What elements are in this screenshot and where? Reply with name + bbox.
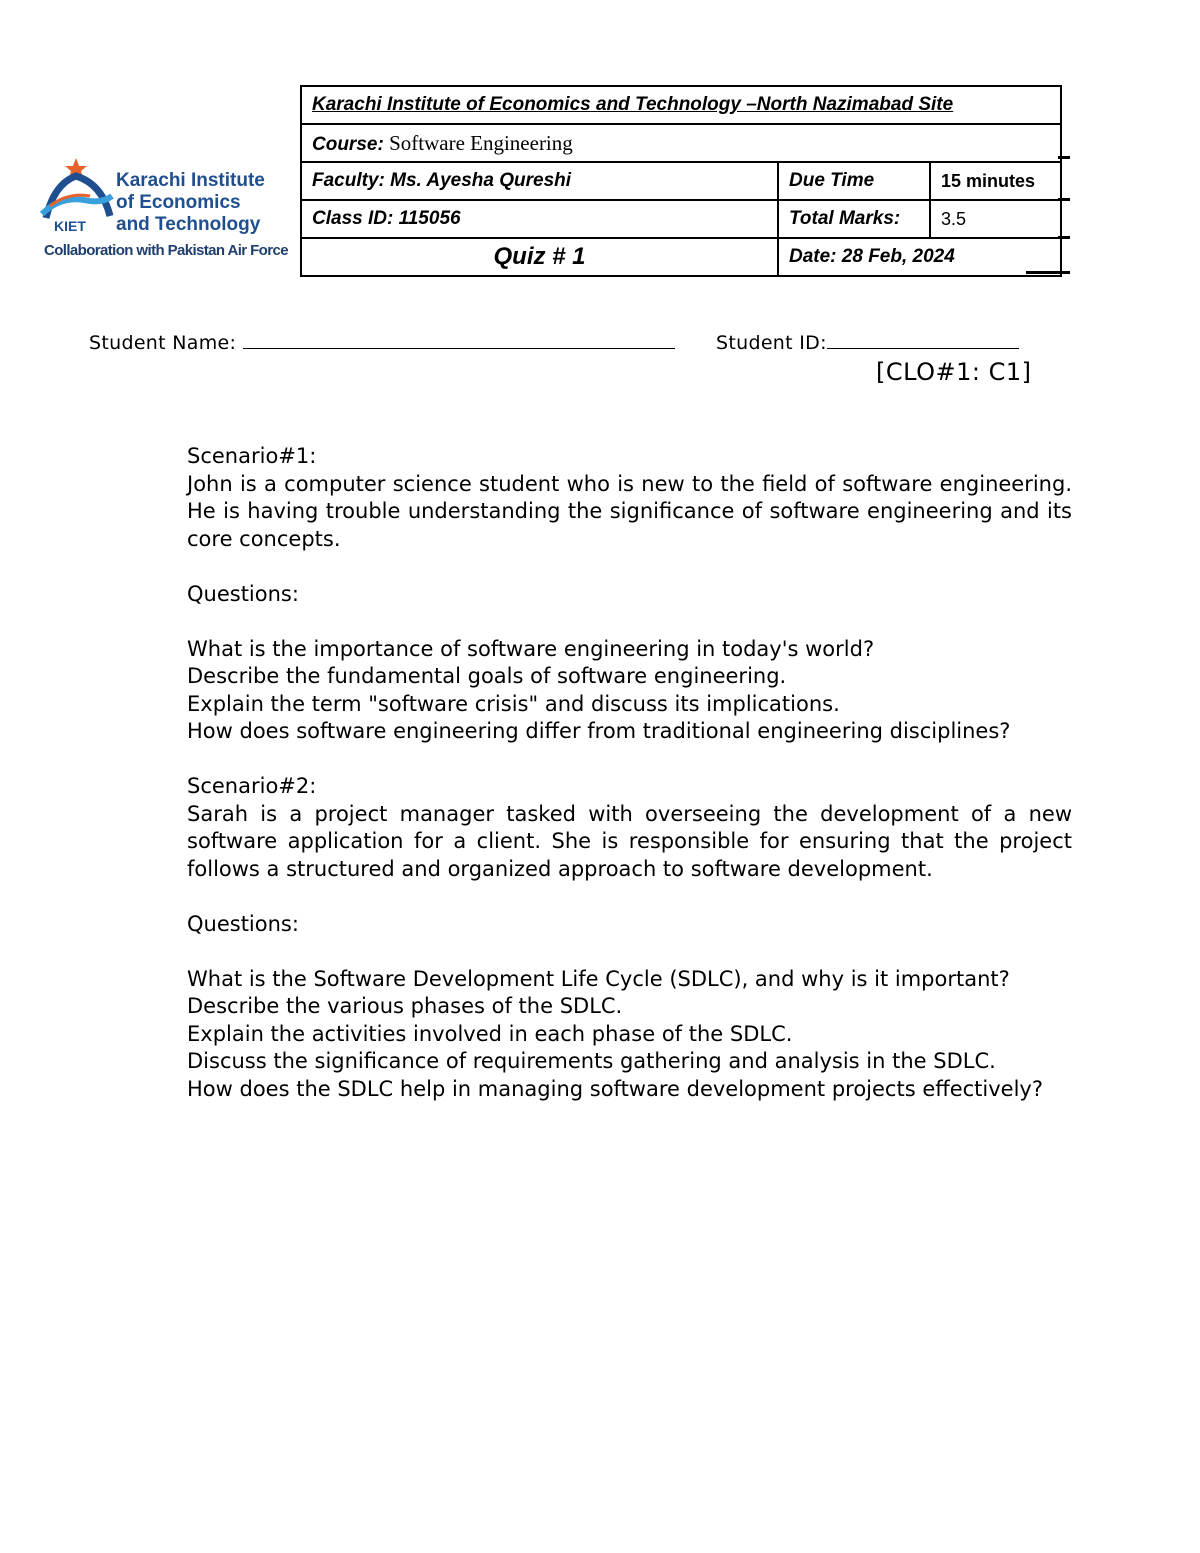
logo-line-3: and Technology (116, 214, 261, 235)
logo-line-1: Karachi Institute (116, 170, 265, 191)
table-edge-line (1058, 198, 1070, 201)
scenario-2-question: What is the Software Development Life Cycle (SDLC), and why is it important? (187, 966, 1010, 991)
scenario-1-question: Explain the term "software crisis" and discuss its implications. (187, 691, 840, 716)
logo-abbr: KIET (54, 218, 86, 234)
student-name-label: Student Name: (89, 332, 237, 354)
due-time-value: 15 minutes (930, 162, 1061, 200)
student-name-blank[interactable] (243, 330, 675, 349)
logo-name (116, 170, 265, 236)
scenario-2-question: Describe the various phases of the SDLC. (187, 994, 623, 1018)
student-id-blank[interactable] (827, 330, 1019, 349)
clo-tag: [CLO#1: C1] (876, 358, 1032, 386)
faculty: Faculty: Ms. Ayesha Qureshi (301, 162, 778, 200)
table-edge-line (1058, 236, 1070, 239)
scenario-2-question: Explain the activities involved in each phase of the SDLC. (187, 1021, 793, 1046)
scenario-2-questions-label: Questions: (187, 911, 299, 936)
scenario-1-title: Scenario#1: (187, 444, 317, 468)
total-marks-value: 3.5 (930, 200, 1061, 238)
quiz-body (187, 443, 1072, 1103)
scenario-1-question: Describe the fundamental goals of software engineering. (187, 664, 787, 688)
course-cell (301, 124, 1061, 162)
student-name-field (89, 330, 675, 354)
course-value: Software Engineering (389, 130, 573, 155)
quiz-date: Date: 28 Feb, 2024 (778, 238, 1061, 276)
due-time-label: Due Time (778, 162, 930, 200)
scenario-2-question: Discuss the significance of requirements gathering and analysis in the SDLC. (187, 1049, 996, 1073)
scenario-1-questions-label: Questions: (187, 581, 299, 606)
scenario-2-title: Scenario#2: (187, 774, 317, 798)
scenario-1-question: How does software engineering differ from traditional engineering disciplines? (187, 719, 1011, 743)
quiz-title: Quiz # 1 (301, 238, 778, 276)
student-id-label: Student ID: (716, 332, 827, 354)
table-edge-line (1058, 156, 1070, 159)
table-edge-line (1026, 271, 1070, 274)
institute-name: Karachi Institute of Economics and Technology –North Nazimabad Site (301, 86, 1061, 124)
scenario-1-text: John is a computer science student who is new to the field of software engineering. He is having trouble understanding the significance of software engineering and its core concepts. (187, 471, 1072, 551)
scenario-1-question: What is the importance of software engineering in today's world? (187, 636, 875, 661)
scenario-2-text: Sarah is a project manager tasked with overseeing the development of a new software application for a client. She is responsible for ensuring that the project follows a structured and organized approach to software development. (187, 801, 1072, 881)
class-id: Class ID: 115056 (301, 200, 778, 238)
student-id-field (716, 330, 1019, 354)
kiet-logo (40, 156, 288, 268)
scenario-2-question: How does the SDLC help in managing software development projects effectively? (187, 1076, 1043, 1101)
course-label: Course: (312, 133, 384, 155)
total-marks-label: Total Marks: (778, 200, 930, 238)
quiz-header-table (300, 85, 1062, 277)
logo-line-2: of Economics (116, 192, 241, 213)
logo-tagline: Collaboration with Pakistan Air Force (44, 242, 288, 259)
